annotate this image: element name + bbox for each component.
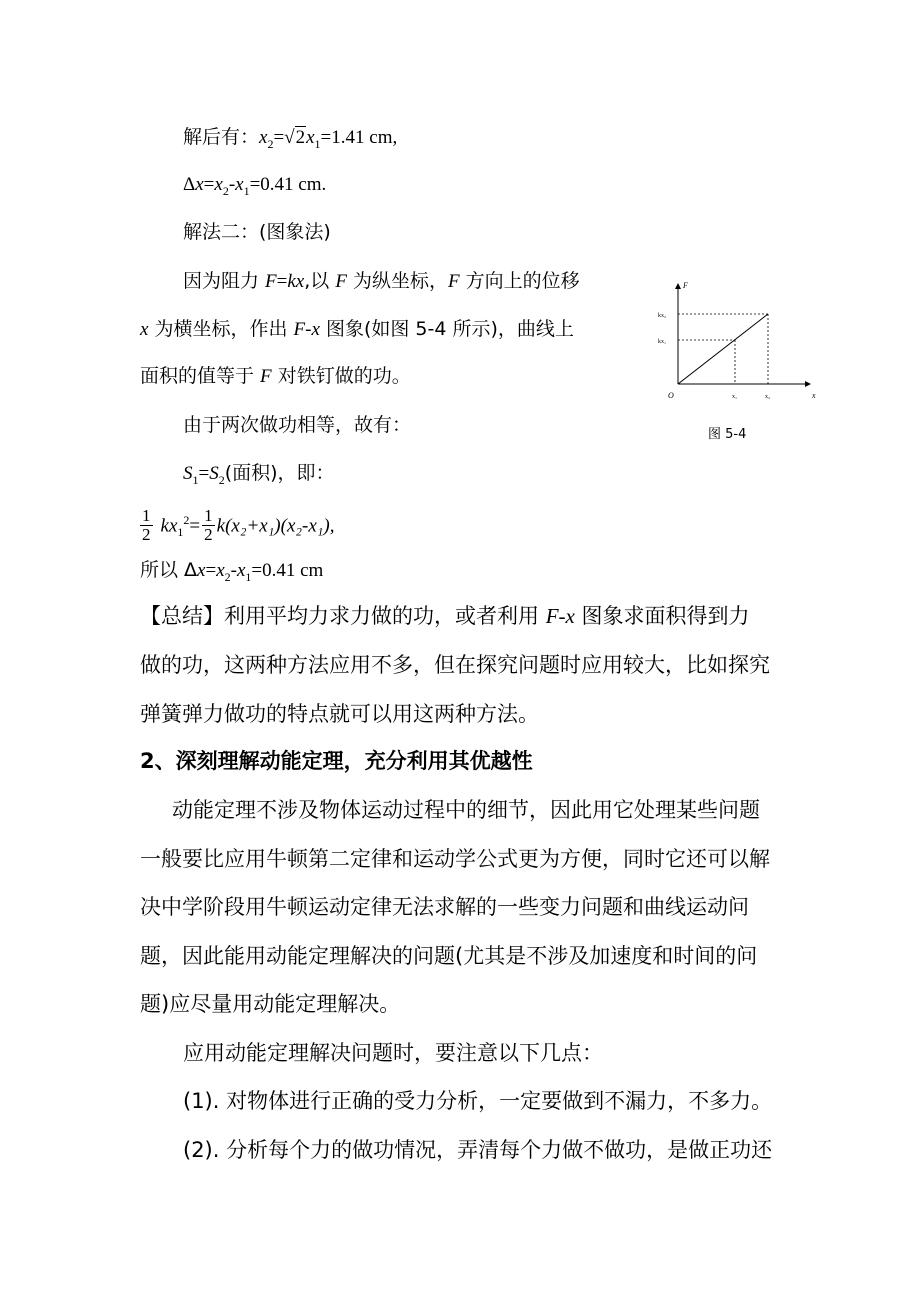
math-var: F [265, 271, 277, 292]
delta: Δ [183, 174, 196, 195]
subscript: 2 [267, 136, 274, 151]
text: 对铁钉做的功。 [271, 365, 411, 387]
superscript: 2 [183, 513, 190, 527]
equals: = [273, 127, 285, 148]
x-axis-label: x [812, 391, 816, 400]
math-var: x [236, 560, 246, 581]
tick-kx1: kx₁ [658, 339, 667, 345]
math-var: S [183, 463, 193, 484]
math-var: S [209, 463, 219, 484]
denominator: 2 [204, 525, 213, 545]
line-17: 决中学阶段用牛顿运动定律无法求解的一些变力问题和曲线运动问 [140, 895, 749, 919]
line-3: 解法二：(图象法) [183, 221, 331, 243]
figure-caption: 图 5-4 [708, 427, 747, 442]
equals: = [198, 463, 210, 484]
line-6 [140, 363, 411, 390]
math-var: x [197, 560, 206, 581]
math-var: x [214, 174, 223, 195]
line-4 [183, 268, 580, 295]
line-16: 一般要比应用牛顿第二定律和运动学公式更为方便，同时它还可以解 [140, 847, 770, 871]
line-7: 由于两次做功相等，故有： [183, 414, 412, 436]
f-x-graph [650, 272, 830, 447]
line-9 [138, 500, 334, 552]
line-20: 应用动能定理解决问题时，要注意以下几点： [183, 1041, 603, 1065]
text: 所以 Δ [140, 559, 198, 581]
equals: = [189, 515, 201, 537]
math-var: k [216, 515, 226, 537]
text: 方向上的位移 [459, 270, 580, 292]
minus: - [228, 174, 236, 195]
text: (面积)，即： [224, 462, 335, 484]
line-5 [140, 316, 574, 343]
math-var: x [216, 560, 225, 581]
text: 图象(如图 5-4 所示)，曲线上 [319, 318, 574, 340]
line-15: 动能定理不涉及物体运动过程中的细节，因此用它处理某些问题 [172, 798, 760, 822]
text: 解后有： [183, 126, 260, 148]
math-var: x [195, 174, 204, 195]
text: 面积的值等于 [140, 365, 261, 387]
equals: = [276, 271, 288, 292]
text: ,以 [304, 270, 336, 292]
equals: = [203, 174, 215, 195]
line-22: (2). 分析每个力的做功情况，弄清每个力做不做功，是做正功还 [183, 1138, 773, 1162]
tick-x2: x₂ [765, 394, 771, 400]
subscript: 2 [222, 183, 229, 198]
text: =0.41 cm. [249, 174, 327, 195]
fraction [202, 507, 215, 544]
line-21: (1). 对物体进行正确的受力分析，一定要做到不漏力，不多力。 [183, 1089, 773, 1113]
numerator: 1 [204, 506, 213, 526]
math-var: x [259, 127, 268, 148]
line-18: 题，因此能用动能定理解决的问题(尤其是不涉及加速度和时间的问 [140, 944, 758, 968]
text: 为横坐标，作出 [148, 318, 294, 340]
math-var: F-x [545, 604, 575, 628]
math-var: kx [160, 515, 178, 537]
subscript: 1 [177, 525, 184, 540]
text: 图象求面积得到力 [574, 604, 750, 628]
tick-kx2: kx₂ [658, 313, 667, 319]
sqrt: √2 [284, 127, 306, 148]
line-13: 弹簧弹力做功的特点就可以用这两种方法。 [140, 702, 539, 726]
denominator: 2 [142, 525, 151, 545]
tick-x1: x₁ [732, 394, 738, 400]
text: 为纵坐标， [346, 270, 448, 292]
numerator: 1 [142, 506, 151, 526]
section-heading: 2、深刻理解动能定理，充分利用其优越性 [140, 749, 533, 773]
subscript: 2 [224, 569, 231, 584]
subscript: 1 [245, 569, 252, 584]
line-2 [183, 172, 326, 204]
text: 【总结】利用平均力求力做的功，或者利用 [140, 604, 546, 628]
fraction [140, 507, 153, 544]
math-var: F [260, 366, 272, 387]
line-1 [183, 124, 397, 157]
y-axis-label: F [683, 281, 688, 290]
line-8 [183, 460, 335, 493]
math-var: F-x [293, 319, 320, 340]
minus: - [230, 560, 237, 581]
subscript: 1 [192, 472, 199, 487]
subscript: 1 [243, 183, 250, 198]
equals: = [205, 560, 217, 581]
f-line [678, 314, 768, 384]
math-var: kx [287, 271, 305, 292]
text: =0.41 cm [251, 560, 324, 581]
line-12: 做的功，这两种方法应用不多，但在探究问题时应用较大，比如探究 [140, 653, 770, 677]
line-19: 题)应尽量用动能定理解决。 [140, 992, 401, 1016]
line-11 [140, 603, 750, 629]
math-expr: (x₂+x₁)(x₂-x₁), [225, 515, 335, 537]
text: =1.41 cm, [320, 127, 398, 148]
subscript: 1 [314, 136, 321, 151]
math-var: F [335, 271, 347, 292]
math-var: x [235, 174, 244, 195]
line-10 [140, 557, 323, 590]
origin-label: O [668, 391, 674, 400]
radicand: 2 [295, 127, 306, 148]
math-var: x [306, 127, 315, 148]
text: 因为阻力 [183, 270, 266, 292]
math-var: F [448, 271, 460, 292]
subscript: 2 [218, 472, 225, 487]
math-var: x [140, 319, 149, 340]
